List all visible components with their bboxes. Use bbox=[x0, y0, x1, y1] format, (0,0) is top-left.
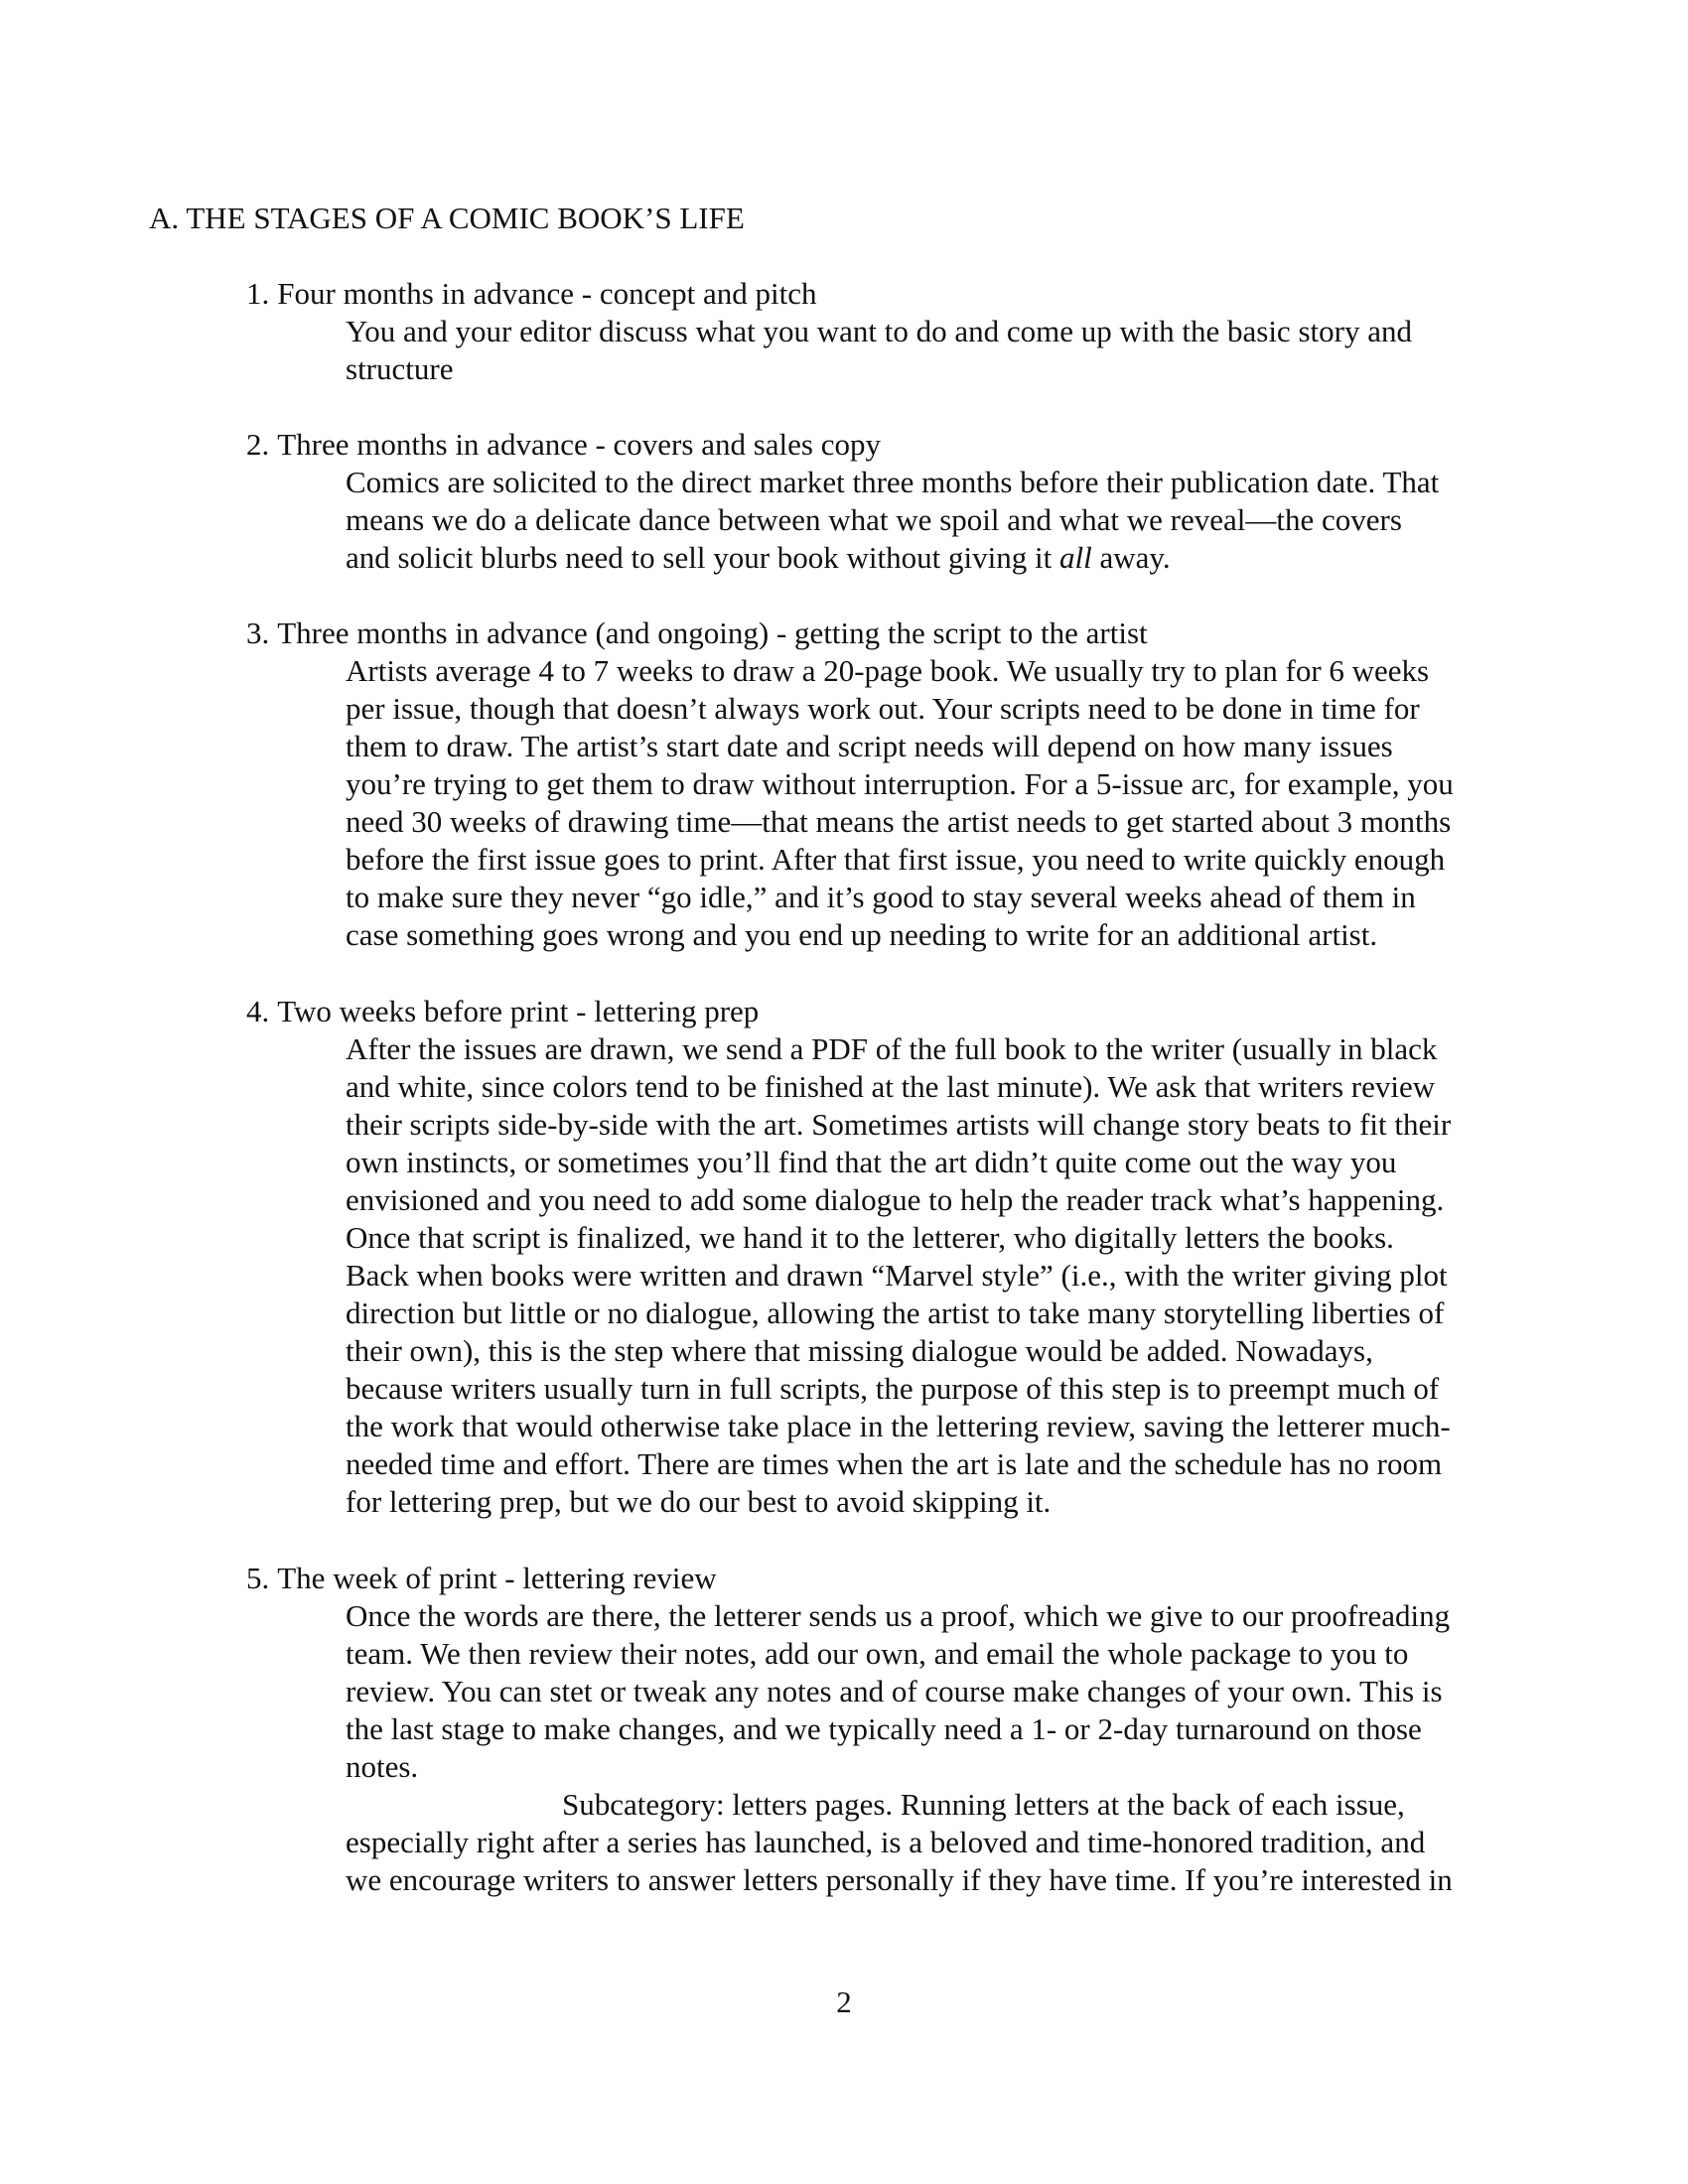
body-text: and solicit blurbs need to sell your book without giving it bbox=[346, 540, 1059, 575]
body-line: own instincts, or sometimes you’ll find that the art didn’t quite come out the way you bbox=[346, 1145, 1397, 1179]
body-line: for lettering prep, but we do our best to avoid skipping it. bbox=[346, 1484, 1052, 1519]
body-line: before the first issue goes to print. After that first issue, you need to write quickly enough bbox=[346, 842, 1446, 877]
stage-body bbox=[346, 1030, 1547, 1521]
stage-body bbox=[346, 464, 1547, 577]
section-heading: A. THE STAGES OF A COMIC BOOK’S LIFE bbox=[149, 201, 745, 235]
body-line: them to draw. The artist’s start date and script needs will depend on how many issues bbox=[346, 729, 1393, 763]
body-line: review. You can stet or tweak any notes and of course make changes of your own. This is bbox=[346, 1674, 1443, 1708]
stage-title bbox=[246, 614, 1148, 652]
body-line: the last stage to make changes, and we typically need a 1- or 2-day turnaround on those bbox=[346, 1711, 1422, 1746]
stage-title-text: Two weeks before print - lettering prep bbox=[277, 994, 760, 1028]
body-line: Back when books were written and drawn “Marvel style” (i.e., with the writer giving plot bbox=[346, 1258, 1448, 1293]
stage-title-text: Three months in advance (and ongoing) - getting the script to the artist bbox=[277, 615, 1148, 650]
body-line: notes. bbox=[346, 1749, 419, 1784]
body-line: Comics are solicited to the direct market three months before their publication date. That bbox=[346, 465, 1440, 499]
body-line: to make sure they never “go idle,” and it’s good to stay several weeks ahead of them in bbox=[346, 880, 1416, 914]
body-line: Once the words are there, the letterer sends us a proof, which we give to our proofreading bbox=[346, 1598, 1451, 1633]
body-line: After the issues are drawn, we send a PDF of the full book to the writer (usually in black bbox=[346, 1031, 1438, 1066]
body-line: structure bbox=[346, 351, 454, 386]
body-line: Once that script is finalized, we hand it to the letterer, who digitally letters the books. bbox=[346, 1220, 1394, 1255]
stage-number: 5. bbox=[246, 1561, 270, 1595]
body-line: means we do a delicate dance between what we spoil and what we reveal—the covers bbox=[346, 502, 1402, 537]
body-line: the work that would otherwise take place in the lettering review, saving the letterer much- bbox=[346, 1409, 1451, 1443]
subcategory-line: Subcategory: letters pages. Running letters at the back of each issue, bbox=[562, 1787, 1405, 1822]
body-line: and white, since colors tend to be finished at the last minute). We ask that writers review bbox=[346, 1069, 1436, 1104]
stage-title-text: Four months in advance - concept and pitch bbox=[277, 276, 817, 311]
body-line: we encourage writers to answer letters personally if they have time. If you’re interested in bbox=[346, 1862, 1453, 1897]
stage-title bbox=[246, 275, 816, 313]
body-line bbox=[346, 539, 1547, 577]
body-line: their own), this is the step where that missing dialogue would be added. Nowadays, bbox=[346, 1333, 1373, 1368]
body-line: needed time and effort. There are times when the art is late and the schedule has no room bbox=[346, 1446, 1443, 1481]
body-line: direction but little or no dialogue, allowing the artist to take many storytelling liberties of bbox=[346, 1296, 1445, 1330]
stage-number: 3. bbox=[246, 615, 270, 650]
body-line: their scripts side-by-side with the art. Sometimes artists will change story beats to fit their bbox=[346, 1107, 1452, 1142]
body-line: You and your editor discuss what you want to do and come up with the basic story and bbox=[346, 314, 1412, 348]
stage-title-text: Three months in advance - covers and sales copy bbox=[277, 427, 881, 462]
body-line: team. We then review their notes, add our own, and email the whole package to you to bbox=[346, 1636, 1409, 1671]
emphasis-text: all bbox=[1058, 540, 1092, 575]
body-line: because writers usually turn in full scripts, the purpose of this step is to preempt much of bbox=[346, 1371, 1440, 1406]
stage-body bbox=[346, 1597, 1547, 1899]
stage-body bbox=[346, 652, 1547, 954]
stage-body bbox=[346, 313, 1547, 388]
stage-title bbox=[246, 993, 759, 1030]
body-line: case something goes wrong and you end up needing to write for an additional artist. bbox=[346, 917, 1378, 952]
page-number: 2 bbox=[836, 1984, 852, 2019]
body-text: away. bbox=[1091, 540, 1171, 575]
stage-number: 2. bbox=[246, 427, 270, 462]
body-line: especially right after a series has launched, is a beloved and time-honored tradition, and bbox=[346, 1825, 1426, 1859]
body-line: Artists average 4 to 7 weeks to draw a 20-page book. We usually try to plan for 6 weeks bbox=[346, 653, 1430, 688]
stage-title bbox=[246, 1560, 717, 1597]
body-line: per issue, though that doesn’t always work out. Your scripts need to be done in time for bbox=[346, 691, 1420, 726]
stage-title-text: The week of print - lettering review bbox=[277, 1561, 717, 1595]
body-line: envisioned and you need to add some dialogue to help the reader track what’s happening. bbox=[346, 1182, 1445, 1217]
body-line: need 30 weeks of drawing time—that means the artist needs to get started about 3 months bbox=[346, 804, 1452, 839]
stage-number: 4. bbox=[246, 994, 270, 1028]
stage-title bbox=[246, 426, 881, 464]
body-line: you’re trying to get them to draw without interruption. For a 5-issue arc, for example, you bbox=[346, 766, 1454, 801]
stage-number: 1. bbox=[246, 276, 270, 311]
